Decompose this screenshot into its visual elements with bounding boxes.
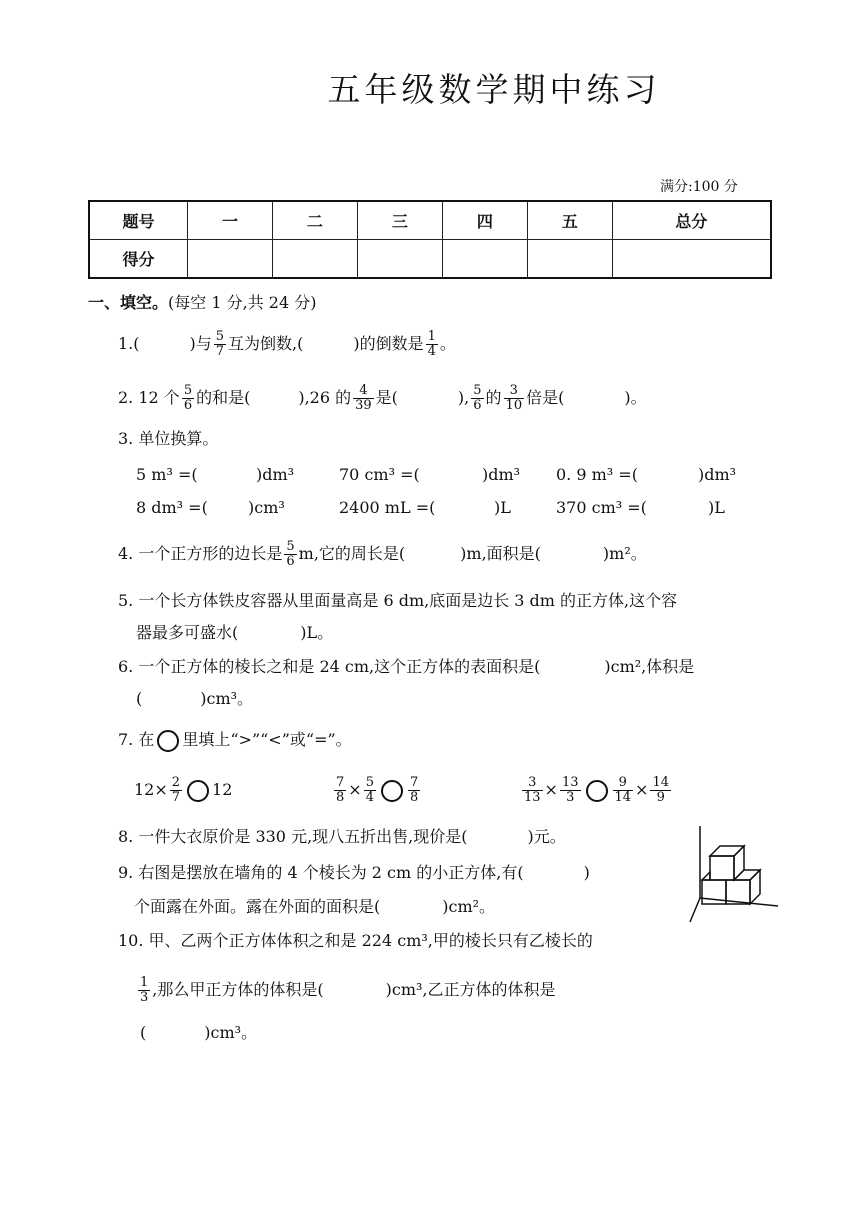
score-header-cell: 五 <box>527 201 612 240</box>
score-table <box>88 200 772 279</box>
compare-circle-input[interactable] <box>187 780 209 802</box>
fraction: $\frac{2}{7}$ <box>171 775 181 805</box>
score-header-cell: 题号 <box>89 201 188 240</box>
fraction: $\frac{3}{10}$ <box>505 383 523 413</box>
score-header-cell: 一 <box>188 201 273 240</box>
q1-text: 互为倒数,( <box>228 334 304 353</box>
q1-text: 1.( <box>118 334 140 353</box>
fraction: $\frac{5}{6}$ <box>473 383 482 413</box>
section-note: (每空 1 分,共 24 分) <box>168 293 317 312</box>
q7-expr-1: 12× $\frac{2}{7}$ 12 <box>134 775 233 805</box>
full-mark: 满分:100 分 <box>660 179 738 195</box>
question-1: 1.( )与 $\frac{5}{7}$ 互为倒数,( )的倒数是 $\frac{1}{4}$ 。 <box>118 329 456 359</box>
q1-text: )与 <box>189 334 212 353</box>
score-input-cell[interactable] <box>272 240 357 279</box>
question-10-line-2: $\frac{1}{3}$ ,那么甲正方体的体积是( )cm³,乙正方体的体积是 <box>140 975 556 1005</box>
q7-expr-3: $\frac{3}{13}$ × $\frac{13}{3}$ $\frac{9}{14}$ × $\frac{14}{9}$ <box>524 775 669 805</box>
question-10-line-3: ( )cm³。 <box>140 1023 258 1042</box>
fraction: $\frac{9}{14}$ <box>614 775 632 805</box>
score-header-cell: 三 <box>357 201 442 240</box>
score-header-cell: 二 <box>272 201 357 240</box>
question-3-label: 3. 单位换算。 <box>118 429 219 448</box>
fraction: $\frac{5}{4}$ <box>365 775 374 805</box>
question-4: 4. 一个正方形的边长是 $\frac{5}{6}$ m,它的周长是( )m,面积是( )m²。 <box>118 539 647 569</box>
question-2: 2. 12 个 $\frac{5}{6}$ 的和是( ),26 的 $\frac{4}{39}$ 是( ), $\frac{5}{6}$ 的 $\frac{3}{10}$ 倍是( )。 <box>118 383 647 413</box>
fraction: $\frac{5}{7}$ <box>215 329 225 359</box>
fraction: $\frac{5}{6}$ <box>286 539 295 569</box>
question-10-line-1: 10. 甲、乙两个正方体体积之和是 224 cm³,甲的棱长只有乙棱长的 <box>118 931 593 950</box>
fraction: $\frac{4}{39}$ <box>355 383 372 413</box>
question-7-label: 7. 在 里填上“>”“<”或“=”。 <box>118 729 352 752</box>
fraction: $\frac{1}{4}$ <box>427 329 436 359</box>
score-header-cell: 总分 <box>612 201 771 240</box>
score-table-header-row <box>89 201 771 240</box>
score-input-cell[interactable] <box>612 240 771 279</box>
question-9-line-1: 9. 右图是摆放在墙角的 4 个棱长为 2 cm 的小正方体,有( ) <box>118 863 590 882</box>
fraction: $\frac{5}{6}$ <box>183 383 193 413</box>
fraction: $\frac{14}{9}$ <box>652 775 669 805</box>
compare-circle-input[interactable] <box>381 780 403 802</box>
fraction: $\frac{7}{8}$ <box>409 775 419 805</box>
score-input-cell[interactable] <box>188 240 273 279</box>
question-5-line-1: 5. 一个长方体铁皮容器从里面量高是 6 dm,底面是边长 3 dm 的正方体,这个容 <box>118 591 678 610</box>
question-6-line-2: ( )cm³。 <box>136 689 254 708</box>
score-input-cell[interactable] <box>357 240 442 279</box>
page-title: 五年级数学期中练习 <box>327 70 661 109</box>
question-5-line-2: 器最多可盛水( )L。 <box>136 623 334 642</box>
fraction: $\frac{13}{3}$ <box>561 775 579 805</box>
q7-expr-2: $\frac{7}{8}$ × $\frac{5}{4}$ $\frac{7}{8}$ <box>336 775 419 805</box>
section-heading <box>88 290 316 313</box>
fraction: $\frac{1}{3}$ <box>140 975 149 1005</box>
question-6-line-1: 6. 一个正方体的棱长之和是 24 cm,这个正方体的表面积是( )cm²,体积是 <box>118 657 695 676</box>
question-8: 8. 一件大衣原价是 330 元,现八五折出售,现价是( )元。 <box>118 827 566 846</box>
fraction: $\frac{3}{13}$ <box>524 775 541 805</box>
section-title: 一、填空。 <box>88 293 169 312</box>
question-9-line-2: 个面露在外面。露在外面的面积是( )cm²。 <box>134 897 496 916</box>
corner-cubes-figure <box>688 826 780 926</box>
q1-text: )的倒数是 <box>353 334 424 353</box>
score-header-cell: 四 <box>442 201 527 240</box>
compare-circle-input[interactable] <box>586 780 608 802</box>
score-label-cell: 得分 <box>89 240 188 279</box>
score-table-score-row <box>89 240 771 279</box>
score-input-cell[interactable] <box>527 240 612 279</box>
fraction: $\frac{7}{8}$ <box>336 775 345 805</box>
score-input-cell[interactable] <box>442 240 527 279</box>
compare-circle-icon <box>157 730 179 752</box>
